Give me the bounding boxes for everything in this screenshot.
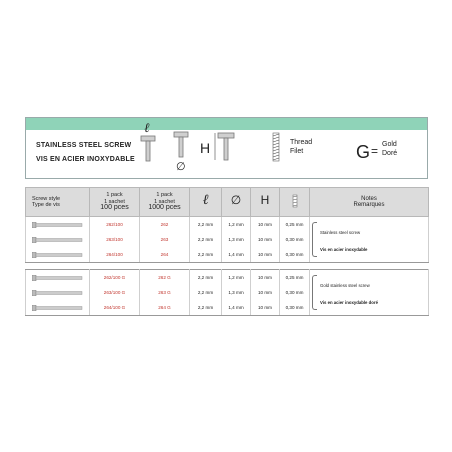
- col-height: [251, 188, 280, 217]
- col-pack1000-l1: 1 pack: [156, 192, 173, 199]
- table-row: [26, 270, 429, 286]
- note-en: Gold stainless steel screw: [320, 283, 370, 288]
- gold-label-fr: Doré: [382, 150, 398, 157]
- pack1000-cell: 263 G: [140, 285, 190, 300]
- col-length-symbol: ℓ: [202, 192, 209, 209]
- screw-drawing: [32, 275, 84, 281]
- length-cell: 2,2 mm: [190, 247, 222, 263]
- col-pack100: [90, 188, 140, 217]
- height-symbol: H: [200, 140, 211, 156]
- length-cell: 2,2 mm: [190, 300, 222, 316]
- brace: [312, 222, 317, 257]
- pack100-cell: 263/100 G: [90, 285, 140, 300]
- col-pack1000-l2: 1 sachet: [154, 198, 175, 205]
- diameter-cell: 1,2 mm: [222, 270, 251, 286]
- screw-length-icon: [138, 120, 158, 164]
- gold-label: [382, 140, 397, 158]
- col-pack100-l3: 100 pces: [100, 204, 129, 212]
- screw-image: [26, 247, 90, 263]
- pack100-cell: 264/100 G: [90, 300, 140, 316]
- col-diameter-symbol: ∅: [230, 193, 242, 208]
- height-cell: 10 mm: [251, 300, 280, 316]
- header-stripe: [26, 118, 427, 130]
- group-spacer: [26, 263, 429, 270]
- thread-cell: 0,30 mm: [280, 285, 310, 300]
- pack1000-cell: 264: [140, 247, 190, 263]
- screw-image: [26, 300, 90, 316]
- thread-cell: 0,30 mm: [280, 300, 310, 316]
- diameter-cell: 1,4 mm: [222, 300, 251, 316]
- screw-image: [26, 285, 90, 300]
- screw-image: [26, 217, 90, 233]
- col-style-en: Screw style: [32, 195, 61, 202]
- screw-drawing: [32, 222, 84, 228]
- header-title-fr: VIS EN ACIER INOXYDABLE: [36, 156, 135, 163]
- col-style-fr: Type de vis: [32, 202, 60, 208]
- table-header-row: [26, 188, 429, 217]
- col-notes: [310, 188, 429, 217]
- col-pack100-l1: 1 pack: [106, 192, 123, 199]
- gold-symbol: G: [356, 142, 371, 162]
- thread-icon: [271, 132, 281, 162]
- gold-equals: =: [371, 144, 379, 158]
- thread-label: [290, 138, 312, 156]
- note-fr: Vis en acier inoxydable: [320, 247, 368, 252]
- length-symbol: ℓ: [144, 121, 150, 136]
- note-en: Stainless steel screw: [320, 230, 361, 235]
- note-fr: Vis en acier inoxydable doré: [320, 300, 378, 305]
- gold-label-en: Gold: [382, 141, 397, 148]
- pack1000-cell: 264 G: [140, 300, 190, 316]
- screw-drawing: [32, 252, 84, 258]
- height-cell: 10 mm: [251, 217, 280, 233]
- notes-cell: [310, 270, 429, 316]
- header-band: [25, 117, 428, 179]
- height-cell: 10 mm: [251, 270, 280, 286]
- col-diameter: [222, 188, 251, 217]
- thread-label-en: Thread: [290, 139, 313, 146]
- diameter-symbol: ∅: [176, 160, 186, 173]
- header-title-en: STAINLESS STEEL SCREW: [36, 142, 132, 149]
- col-pack1000-l3: 1000 pces: [148, 204, 181, 212]
- thread-cell: 0,30 mm: [280, 232, 310, 247]
- col-notes-en: Notes: [361, 195, 377, 202]
- screw-diameter-icon: [171, 130, 191, 176]
- pack100-cell: 262/100: [90, 217, 140, 233]
- spec-table: [25, 187, 429, 316]
- pack100-cell: 262/100 G: [90, 270, 140, 286]
- col-notes-fr: Remarques: [353, 202, 385, 208]
- height-cell: 10 mm: [251, 232, 280, 247]
- brace: [312, 275, 317, 310]
- screw-image: [26, 270, 90, 286]
- height-cell: 10 mm: [251, 247, 280, 263]
- notes-cell: [310, 217, 429, 263]
- pack100-cell: 263/100: [90, 232, 140, 247]
- diameter-cell: 1,2 mm: [222, 217, 251, 233]
- col-pack1000: [140, 188, 190, 217]
- thread-cell: 0,25 mm: [280, 270, 310, 286]
- length-cell: 2,2 mm: [190, 232, 222, 247]
- col-pack100-l2: 1 sachet: [104, 198, 125, 205]
- length-cell: 2,2 mm: [190, 285, 222, 300]
- pack1000-cell: 262: [140, 217, 190, 233]
- thread-cell: 0,30 mm: [280, 247, 310, 263]
- diameter-cell: 1,4 mm: [222, 247, 251, 263]
- length-cell: 2,2 mm: [190, 270, 222, 286]
- col-height-symbol: H: [260, 193, 270, 208]
- thread-cell: 0,25 mm: [280, 217, 310, 233]
- col-thread: [280, 188, 310, 217]
- diameter-cell: 1,3 mm: [222, 285, 251, 300]
- thread-label-fr: Filet: [290, 148, 304, 155]
- screw-drawing: [32, 237, 84, 243]
- screw-drawing: [32, 305, 84, 311]
- screw-drawing: [32, 290, 84, 296]
- table-row: [26, 217, 429, 233]
- screw-height-icon: [212, 130, 236, 164]
- height-cell: 10 mm: [251, 285, 280, 300]
- col-style: [26, 188, 90, 217]
- length-cell: 2,2 mm: [190, 217, 222, 233]
- pack1000-cell: 262 G: [140, 270, 190, 286]
- thread-header-icon: [292, 194, 298, 208]
- col-length: [190, 188, 222, 217]
- pack1000-cell: 263: [140, 232, 190, 247]
- pack100-cell: 264/100: [90, 247, 140, 263]
- diameter-cell: 1,3 mm: [222, 232, 251, 247]
- screw-image: [26, 232, 90, 247]
